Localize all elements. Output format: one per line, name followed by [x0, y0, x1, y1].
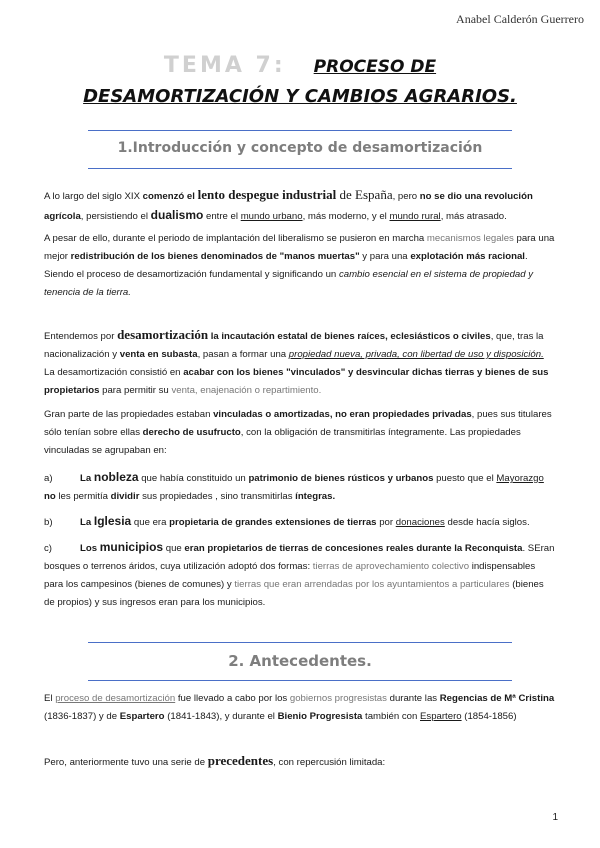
- page-number: 1: [552, 812, 558, 823]
- text: (1854-1856): [461, 711, 517, 722]
- text: , que, tras la nacionalización y: [44, 331, 544, 360]
- text: mecanismos legales: [426, 233, 514, 244]
- text: Regencias de Mª Cristina: [439, 693, 555, 704]
- text: (1836-1837) y de: [44, 711, 120, 722]
- text: , con repercusión limitada:: [273, 757, 386, 768]
- text: Bienio Progresista: [277, 711, 363, 722]
- text: cambio esencial en el sistema de propiedad y tenencia de la tierra.: [44, 269, 534, 298]
- text: patrimonio de bienes rústicos y urbanos: [248, 473, 434, 484]
- text: Iglesia: [93, 514, 132, 528]
- text: , pasan a formar una: [197, 349, 289, 360]
- text: Los: [80, 543, 100, 554]
- text: gobiernos progresistas: [289, 693, 387, 704]
- text: íntegras.: [295, 491, 336, 502]
- text: , más atrasado.: [440, 211, 507, 222]
- text: no: [44, 491, 56, 502]
- text: explotación más racional: [410, 251, 525, 262]
- divider-line: [88, 130, 512, 131]
- text: fue llevado a cabo por los: [175, 693, 290, 704]
- text: , pues sus titulares sólo tenían sobre ellas: [44, 409, 552, 438]
- text: indispensables para los campesinos (bienes de comunes) y: [44, 561, 536, 590]
- list-item-c: [44, 538, 556, 612]
- text: . SEran bosques o terrenos áridos, cuya utilización adoptó dos formas:: [44, 543, 555, 572]
- text: vinculadas o amortizadas: [213, 409, 330, 420]
- text: tierras que eran arrendadas por los ayuntamientos a particulares: [234, 579, 510, 590]
- paragraph-process: [44, 690, 556, 726]
- paragraph-vinculadas: [44, 406, 556, 460]
- text: desde hacía siglos.: [444, 517, 530, 528]
- text: Entendemos por: [44, 331, 118, 342]
- author-name: Anabel Calderón Guerrero: [456, 12, 584, 26]
- text: durante las: [386, 693, 440, 704]
- text: tierras de aprovechamiento colectivo: [312, 561, 470, 572]
- text: redistribución de los bienes denominados de "manos muertas": [70, 251, 360, 262]
- text: puesto que el: [433, 473, 497, 484]
- document-title-line1: [0, 52, 600, 78]
- text: que había constituido un: [138, 473, 249, 484]
- text: y para una: [359, 251, 411, 262]
- text: acabar con los bienes "vinculados" y desvincular dichas tierras y bienes de sus propietarios: [44, 367, 549, 396]
- text: sus propiedades , sino transmitirlas: [139, 491, 296, 502]
- text: La: [80, 473, 94, 484]
- text: propietaria de grandes extensiones de tierras: [169, 517, 377, 528]
- text: , con la obligación de transmitirlas íntegramente. Las propiedades vinculadas se agrupaban en:: [44, 427, 521, 456]
- text: Espartero: [119, 711, 165, 722]
- text: de España: [336, 187, 393, 202]
- text: La: [80, 517, 94, 528]
- text: no se dio una revolución agrícola: [44, 191, 533, 222]
- text: , persistiendo el: [80, 211, 151, 222]
- text: para una mejor: [44, 233, 555, 262]
- text: lento despegue industrial: [197, 187, 337, 202]
- text: por: [376, 517, 396, 528]
- paragraph-liberalism: [44, 230, 556, 302]
- divider-line: [88, 680, 512, 681]
- text: donaciones: [395, 517, 445, 528]
- text: Espartero: [420, 711, 462, 722]
- text: , no eran propiedades privadas: [329, 409, 472, 420]
- list-item-a: [44, 468, 556, 506]
- text: dividir: [110, 491, 140, 502]
- text: venta en subasta: [119, 349, 198, 360]
- text: venta, enajenación o repartimiento.: [171, 385, 322, 396]
- list-marker: c): [44, 543, 52, 554]
- paragraph-definition: [44, 326, 556, 400]
- text: , pero: [392, 191, 420, 202]
- text: (bienes de propios) y sus ingresos eran para los municipios.: [44, 579, 544, 608]
- text: El: [44, 693, 56, 704]
- text: , más moderno, y el: [302, 211, 390, 222]
- paragraph-intro: [44, 186, 556, 226]
- title-text-2: DESAMORTIZACIÓN Y CAMBIOS AGRARIOS.: [83, 86, 517, 107]
- text: A lo largo del siglo XIX: [44, 191, 143, 202]
- text: dualismo: [150, 208, 204, 222]
- text: La desamortización consistió en: [44, 367, 184, 378]
- text: mundo rural: [389, 211, 441, 222]
- text: mundo urbano: [240, 211, 303, 222]
- text: nobleza: [93, 470, 139, 484]
- list-item-b: [44, 512, 556, 532]
- text: la incautación estatal de bienes raíces, eclesiásticos o civiles: [208, 331, 491, 342]
- text: que era: [131, 517, 170, 528]
- text: entre el: [203, 211, 241, 222]
- divider-line: [88, 642, 512, 643]
- text: desamortización: [117, 327, 209, 342]
- document-title-line2: [0, 86, 600, 107]
- text: que: [163, 543, 185, 554]
- text: Gran parte de las propiedades estaban: [44, 409, 214, 420]
- text: les permitía: [55, 491, 111, 502]
- text: Pero, anteriormente tuvo una serie de: [44, 757, 208, 768]
- tema-label: TEMA 7:: [163, 53, 286, 78]
- list-marker: b): [44, 517, 53, 528]
- text: para permitir su: [99, 385, 172, 396]
- text: derecho de usufructo: [142, 427, 241, 438]
- title-text-1: PROCESO DE: [313, 57, 437, 77]
- section-heading-2: 2. Antecedentes.: [228, 652, 372, 670]
- text: precedentes: [207, 753, 274, 768]
- text: (1841-1843), y durante el: [164, 711, 278, 722]
- text: municipios: [99, 540, 164, 554]
- text: propiedad nueva, privada, con libertad de uso y disposición.: [288, 349, 544, 360]
- text: comenzó el: [142, 191, 198, 202]
- text: también con: [362, 711, 420, 722]
- text: A pesar de ello, durante el periodo de implantación del liberalismo se pusieron en marcha: [44, 233, 427, 244]
- text: eran propietarios de tierras de concesiones reales durante la Reconquista: [184, 543, 523, 554]
- paragraph-precedents: [44, 752, 556, 772]
- list-marker: a): [44, 473, 53, 484]
- text: proceso de desamortización: [55, 693, 176, 704]
- divider-line: [88, 168, 512, 169]
- section-heading-1: 1.Introducción y concepto de desamortización: [117, 140, 483, 156]
- text: . Siendo el proceso de desamortización fundamental y significando un: [44, 251, 528, 280]
- text: Mayorazgo: [496, 473, 544, 484]
